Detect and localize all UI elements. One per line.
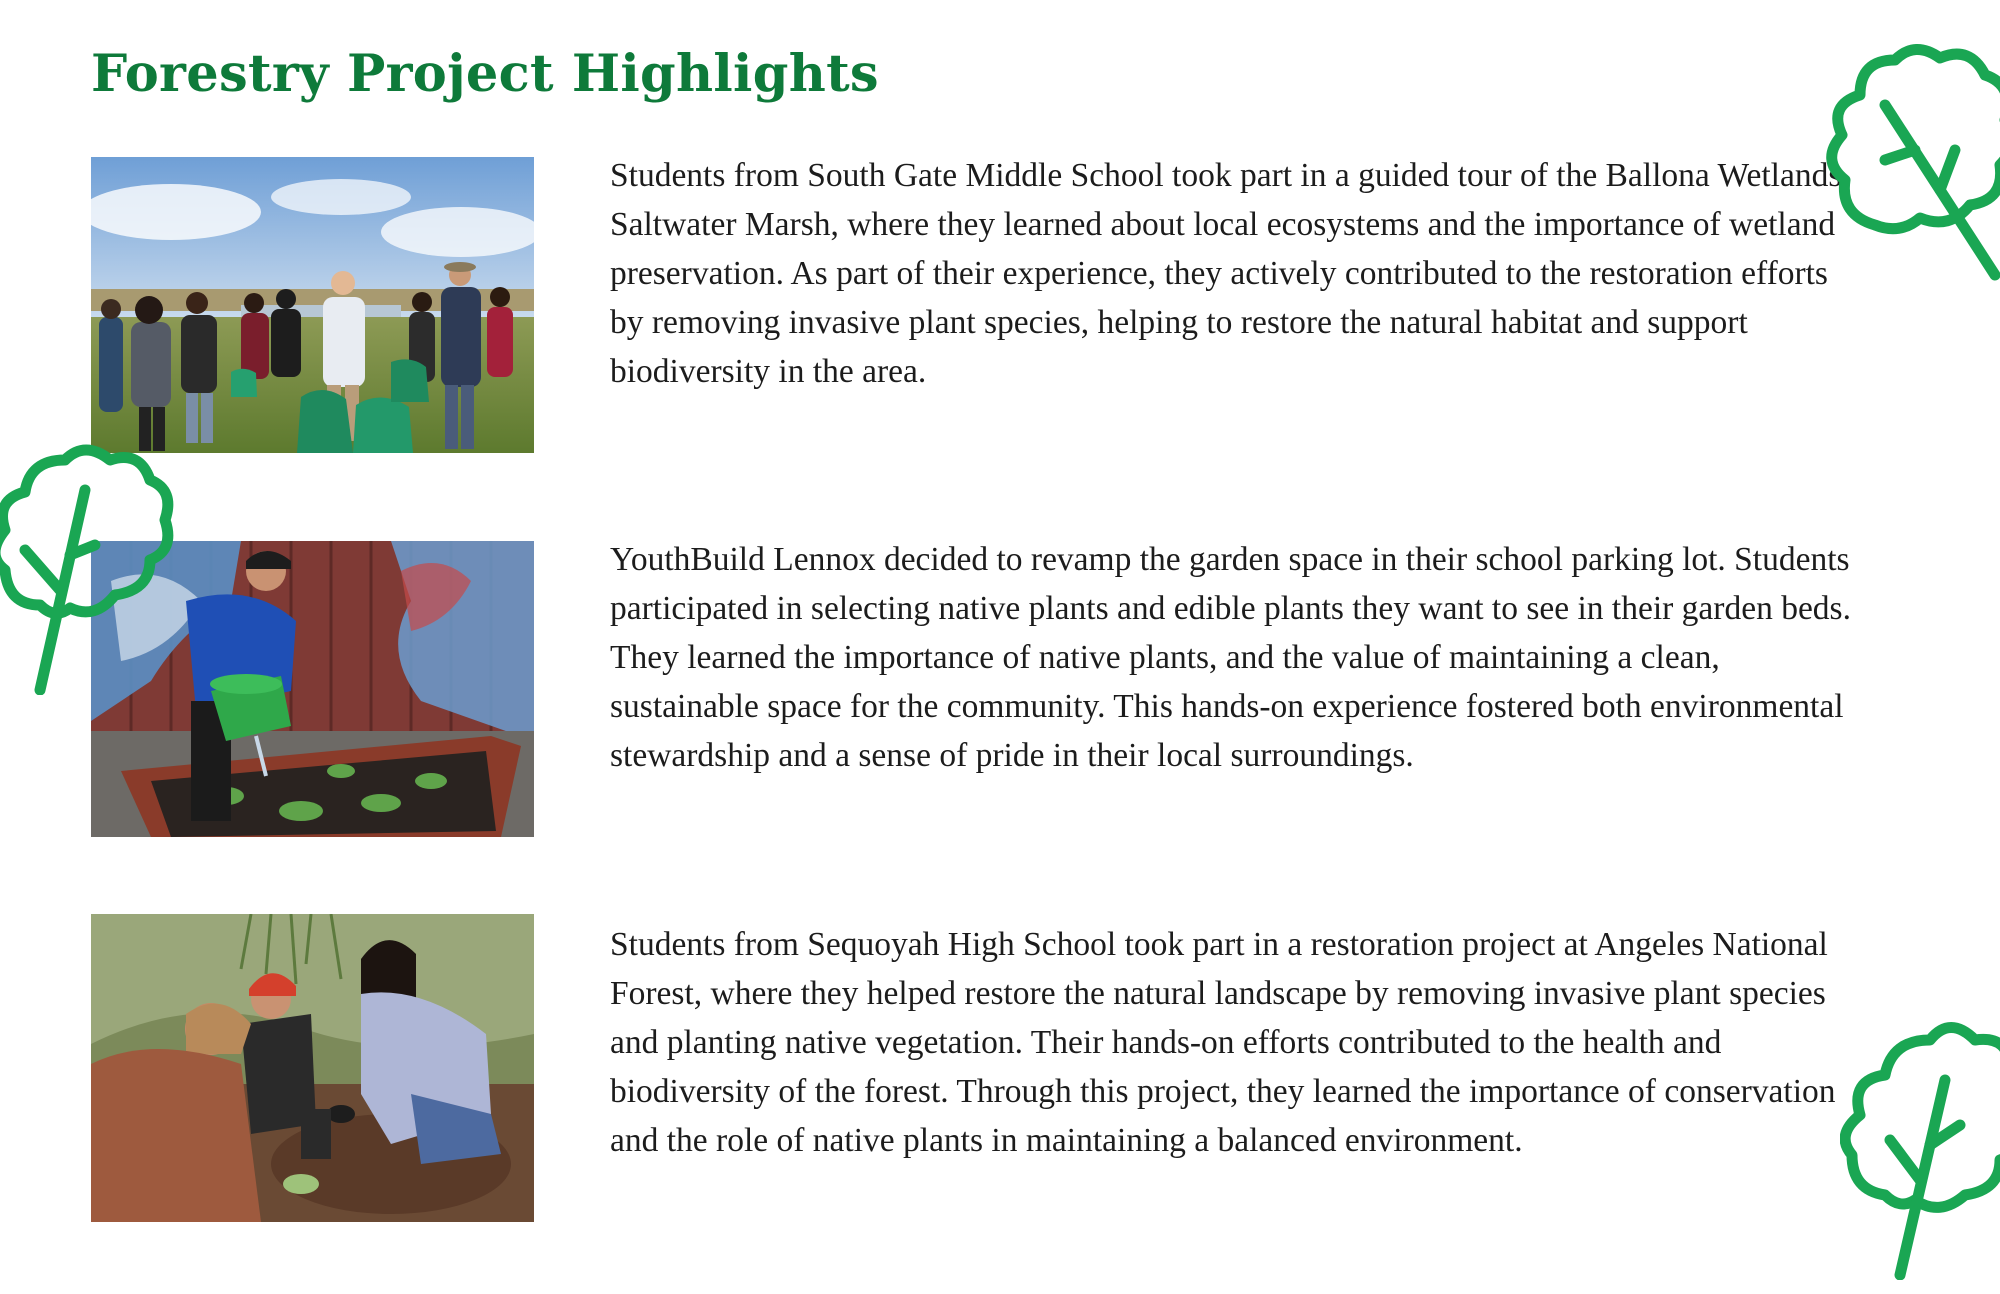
highlight-photo-forest [91, 914, 534, 1222]
highlight-text-south-gate: Students from South Gate Middle School took part in a guided tour of the Ballona Wetlands Saltwater Marsh, where they learned about local ecosystems and the importance of wetland preservation. As part of their experience, they actively contributed to the restoration efforts by removing invasive plant species, helping to restore the natural habitat and support biodiversity in the area. [610, 157, 1842, 390]
tree-icon [1840, 1005, 2000, 1280]
highlight-text-sequoyah: Students from Sequoyah High School took part in a restoration project at Angeles National Forest, where they helped restore the natural landscape by removing invasive plant species and planting native vegetation. Their hands-on efforts contributed to the health and biodiversity of the forest. Through this project, they learned the importance of conservation and the role of native plants in maintaining a balanced environment. [610, 926, 1836, 1159]
tree-icon [1820, 40, 2000, 285]
highlight-photo-wetlands [91, 157, 534, 453]
tree-icon [0, 420, 175, 695]
page-title: Forestry Project Highlights [91, 44, 879, 104]
highlight-text-youthbuild: YouthBuild Lennox decided to revamp the garden space in their school parking lot. Students participated in selecting native plants and edible plants they want to see in their garden beds. They learned the importance of native plants, and the value of maintaining a clean, sustainable space for the community. This hands-on experience fostered both environmental stewardship and a sense of pride in their local surroundings. [610, 541, 1851, 774]
